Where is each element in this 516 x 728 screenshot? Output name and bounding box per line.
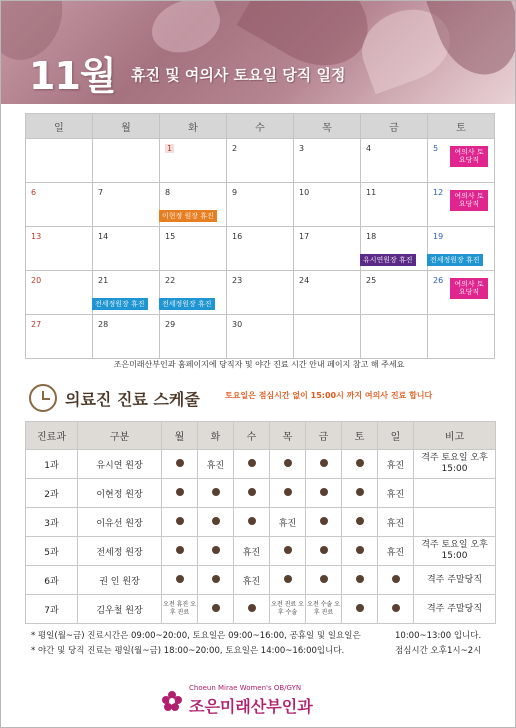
- open-dot-icon: [284, 546, 292, 554]
- calendar-cell: [294, 315, 361, 359]
- logo-english-name: Choeun Mirae Women's OB/GYN: [189, 684, 302, 692]
- weekday-sun: 일: [26, 114, 93, 139]
- dept-cell: 7과: [26, 595, 78, 624]
- weekday-fri: 금: [361, 114, 428, 139]
- notice-text: 조은미래산부인과 홈페이지에 당직자 및 야간 진료 시간 안내 페이지 참고 해 주세요: [113, 360, 405, 369]
- memo-cell: 격주 주말당직: [414, 566, 496, 595]
- open-dot-icon: [176, 575, 184, 583]
- open-dot-icon: [176, 488, 184, 496]
- open-dot-icon: [212, 546, 220, 554]
- day-mon-cell: [162, 537, 198, 566]
- day-number: 2: [232, 144, 238, 153]
- calendar-cell: [26, 139, 93, 183]
- day-fri-cell: [306, 537, 342, 566]
- day-thu-cell: [270, 537, 306, 566]
- calendar-cell: [361, 183, 428, 227]
- day-number: 7: [98, 188, 104, 197]
- logo-name: 조은미래산부인과: [189, 697, 313, 716]
- day-sun-cell: 휴진: [378, 537, 414, 566]
- schedule-title: 의료진 진료 스케줄: [65, 390, 200, 409]
- clock-icon: [29, 384, 57, 412]
- calendar-cell: [294, 227, 361, 271]
- header-wed: 수: [234, 422, 270, 450]
- day-number: 21: [98, 276, 109, 285]
- weekday-mon: 월: [93, 114, 160, 139]
- day-fri-cell: 오전 수술 오후 진료: [306, 595, 342, 624]
- open-dot-icon: [356, 546, 364, 554]
- day-sat-cell: [342, 479, 378, 508]
- open-dot-icon: [284, 459, 292, 467]
- day-sat-cell: [342, 566, 378, 595]
- header-sat: 토: [342, 422, 378, 450]
- open-dot-icon: [320, 517, 328, 525]
- calendar-cell: [428, 315, 495, 359]
- calendar-cell: [361, 227, 428, 271]
- day-tue-cell: 휴진: [198, 450, 234, 479]
- calendar-cell: [93, 183, 160, 227]
- memo-cell: [414, 508, 496, 537]
- day-fri-cell: [306, 566, 342, 595]
- day-number: 25: [366, 276, 377, 285]
- weekday-thu: 목: [294, 114, 361, 139]
- open-dot-icon: [248, 604, 256, 612]
- open-dot-icon: [320, 575, 328, 583]
- day-wed-cell: [234, 595, 270, 624]
- dept-cell: 2과: [26, 479, 78, 508]
- day-number: 1: [167, 144, 173, 153]
- dept-cell: 1과: [26, 450, 78, 479]
- calendar-cell: [294, 183, 361, 227]
- day-number: 16: [232, 232, 243, 241]
- schedule-row: [26, 450, 496, 479]
- calendar-cell: [93, 227, 160, 271]
- open-dot-icon: [320, 459, 328, 467]
- calendar-cell: [26, 227, 93, 271]
- day-mon-cell: [162, 508, 198, 537]
- doctor-cell: 이유선 원장: [78, 508, 162, 537]
- day-sun-cell: [378, 595, 414, 624]
- day-wed-cell: 휴진: [234, 566, 270, 595]
- open-dot-icon: [176, 546, 184, 554]
- day-mon-cell: [162, 566, 198, 595]
- day-sun-cell: 휴진: [378, 450, 414, 479]
- page-subtitle: 휴진 및 여의사 토요일 당직 일정: [131, 66, 346, 84]
- day-fri-cell: [306, 508, 342, 537]
- day-thu-cell: 휴진: [270, 508, 306, 537]
- day-number: 3: [299, 144, 305, 153]
- day-mon-cell: [162, 450, 198, 479]
- schedule-row: [26, 595, 496, 624]
- open-dot-icon: [284, 575, 292, 583]
- day-number: 11: [366, 188, 377, 197]
- calendar-cell: [93, 271, 160, 315]
- calendar-cell: [227, 227, 294, 271]
- day-tue-cell: [198, 508, 234, 537]
- day-thu-cell: [270, 479, 306, 508]
- day-sun-cell: 휴진: [378, 479, 414, 508]
- header-sun: 일: [378, 422, 414, 450]
- day-tue-cell: [198, 537, 234, 566]
- schedule-row: [26, 537, 496, 566]
- day-number: 18: [366, 232, 377, 241]
- memo-cell: 격주 토요일 오후 15:00: [414, 450, 496, 479]
- day-number: 14: [98, 232, 109, 241]
- day-number: 29: [165, 320, 176, 329]
- doctor-cell: 유시연 원장: [78, 450, 162, 479]
- calendar-cell: [361, 271, 428, 315]
- dept-cell: 5과: [26, 537, 78, 566]
- doctor-cell: 권 인 원장: [78, 566, 162, 595]
- calendar-cell: [294, 139, 361, 183]
- day-number: 5: [433, 144, 439, 153]
- open-dot-icon: [392, 575, 400, 583]
- open-dot-icon: [212, 517, 220, 525]
- day-number: 15: [165, 232, 176, 241]
- day-sat-cell: [342, 508, 378, 537]
- day-tue-cell: [198, 566, 234, 595]
- weekday-wed: 수: [227, 114, 294, 139]
- day-number: 4: [366, 144, 372, 153]
- calendar-cell: [428, 227, 495, 271]
- day-number: 28: [98, 320, 109, 329]
- day-wed-cell: 휴진: [234, 537, 270, 566]
- memo-cell: 격주 주말당직: [414, 595, 496, 624]
- open-dot-icon: [212, 575, 220, 583]
- day-wed-cell: [234, 450, 270, 479]
- schedule-note: 토요일은 점심시간 없이 15:00시 까지 여의사 진료 합니다: [225, 391, 433, 400]
- header-type: 구분: [78, 422, 162, 450]
- day-number: 8: [165, 188, 171, 197]
- day-sun-cell: 휴진: [378, 508, 414, 537]
- calendar-cell: [160, 227, 227, 271]
- open-dot-icon: [356, 459, 364, 467]
- dept-cell: 3과: [26, 508, 78, 537]
- day-number: 13: [31, 232, 42, 241]
- calendar-cell: [428, 271, 495, 315]
- calendar-cell: [361, 315, 428, 359]
- day-thu-cell: [270, 450, 306, 479]
- open-dot-icon: [176, 517, 184, 525]
- open-dot-icon: [356, 604, 364, 612]
- day-number: 10: [299, 188, 310, 197]
- weekday-tue: 화: [160, 114, 227, 139]
- event-tag: 유시연원장 휴진: [360, 254, 416, 266]
- event-tag: 여의사 토요당직: [450, 278, 488, 299]
- calendar-cell: [227, 315, 294, 359]
- calendar-cell: [294, 271, 361, 315]
- open-dot-icon: [248, 517, 256, 525]
- day-number: 9: [232, 188, 238, 197]
- open-dot-icon: [176, 459, 184, 467]
- flower-icon: [161, 690, 183, 712]
- day-mon-cell: 오전 휴진 오후 진료: [162, 595, 198, 624]
- day-thu-cell: [270, 566, 306, 595]
- day-fri-cell: [306, 479, 342, 508]
- day-tue-cell: [198, 595, 234, 624]
- header-banner: [1, 1, 516, 104]
- day-mon-cell: [162, 479, 198, 508]
- day-number: 19: [433, 232, 444, 241]
- open-dot-icon: [248, 488, 256, 496]
- open-dot-icon: [320, 488, 328, 496]
- calendar-cell: [26, 271, 93, 315]
- footnote-night: * 야간 및 당직 진료는 평일(월~금) 18:00~20:00, 토요일은 14:00~16:00입니다.: [31, 646, 345, 656]
- calendar-cell: [361, 139, 428, 183]
- open-dot-icon: [356, 517, 364, 525]
- day-sat-cell: [342, 537, 378, 566]
- open-dot-icon: [212, 604, 220, 612]
- day-number: 26: [433, 276, 444, 285]
- day-number: 22: [165, 276, 176, 285]
- footnote-holiday-hours: 10:00~13:00 입니다.: [395, 631, 482, 641]
- memo-cell: [414, 479, 496, 508]
- event-tag: 전세정원장 휴진: [92, 298, 148, 310]
- event-tag: 여의사 토요당직: [450, 146, 488, 167]
- calendar-cell: [160, 271, 227, 315]
- day-tue-cell: [198, 479, 234, 508]
- memo-cell: 격주 토요일 오후 15:00: [414, 537, 496, 566]
- calendar-cell: [93, 139, 160, 183]
- day-wed-cell: [234, 479, 270, 508]
- day-sat-cell: [342, 450, 378, 479]
- calendar-cell: [26, 315, 93, 359]
- day-number: 24: [299, 276, 310, 285]
- doctor-cell: 김우철 원장: [78, 595, 162, 624]
- open-dot-icon: [392, 604, 400, 612]
- event-tag: 이현정 원장 휴진: [159, 210, 217, 222]
- calendar-cell: [227, 183, 294, 227]
- footnote-hours: * 평일(월~금) 진료시간은 09:00~20:00, 토요일은 09:00~16:00, 공휴일 및 일요일은: [31, 631, 361, 641]
- schedule-table: [25, 421, 496, 624]
- open-dot-icon: [356, 488, 364, 496]
- open-dot-icon: [248, 459, 256, 467]
- dept-cell: 6과: [26, 566, 78, 595]
- calendar-cell: [227, 271, 294, 315]
- day-number: 20: [31, 276, 42, 285]
- day-thu-cell: 오전 진료 오후 수술: [270, 595, 306, 624]
- calendar-cell: [428, 183, 495, 227]
- day-number: 23: [232, 276, 243, 285]
- open-dot-icon: [356, 575, 364, 583]
- doctor-cell: 전세정 원장: [78, 537, 162, 566]
- calendar-cell: [160, 139, 227, 183]
- header-fri: 금: [306, 422, 342, 450]
- event-tag: 여의사 토요당직: [450, 190, 488, 211]
- calendar-cell: [160, 183, 227, 227]
- schedule-row: [26, 566, 496, 595]
- header-dept: 진료과: [26, 422, 78, 450]
- calendar-cell: [227, 139, 294, 183]
- day-wed-cell: [234, 508, 270, 537]
- day-fri-cell: [306, 450, 342, 479]
- schedule-row: [26, 508, 496, 537]
- day-sun-cell: [378, 566, 414, 595]
- day-number: 17: [299, 232, 310, 241]
- open-dot-icon: [284, 488, 292, 496]
- header-tue: 화: [198, 422, 234, 450]
- calendar-table: [25, 113, 495, 359]
- day-sat-cell: [342, 595, 378, 624]
- calendar-cell: [160, 315, 227, 359]
- header-memo: 비고: [414, 422, 496, 450]
- day-number: 30: [232, 320, 243, 329]
- weekday-sat: 토: [428, 114, 495, 139]
- event-tag: 전세정원장 휴진: [159, 298, 215, 310]
- month-title: 11월: [29, 54, 116, 98]
- day-number: 12: [433, 188, 444, 197]
- calendar-cell: [26, 183, 93, 227]
- header-mon: 월: [162, 422, 198, 450]
- day-number: 6: [31, 188, 37, 197]
- calendar-cell: [428, 139, 495, 183]
- day-number: 27: [31, 320, 42, 329]
- open-dot-icon: [212, 488, 220, 496]
- event-tag: 전세정원장 휴진: [427, 254, 483, 266]
- header-thu: 목: [270, 422, 306, 450]
- calendar-cell: [93, 315, 160, 359]
- footnote-lunch: 점심시간 오후1시~2시: [395, 646, 482, 656]
- doctor-cell: 이현정 원장: [78, 479, 162, 508]
- schedule-row: [26, 479, 496, 508]
- open-dot-icon: [320, 546, 328, 554]
